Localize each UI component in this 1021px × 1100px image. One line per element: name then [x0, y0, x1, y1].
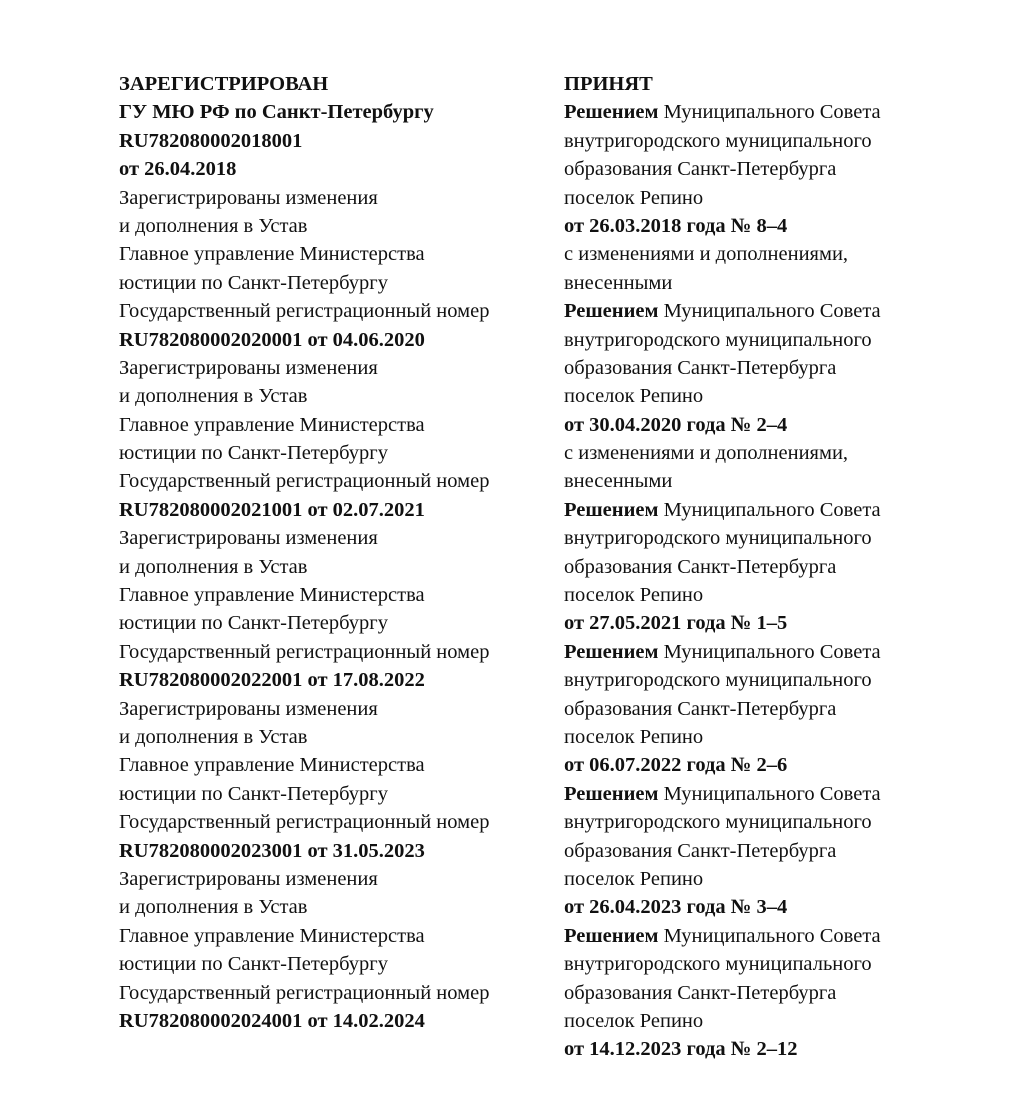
decision-keyword: Решением: [564, 640, 659, 663]
decision-date: от 26.03.2018 года № 8–4: [564, 214, 788, 237]
decision-line: внутригородского муниципального: [564, 328, 872, 351]
amendment-line: юстиции по Санкт-Петербургу: [119, 271, 388, 294]
adoption-heading: ПРИНЯТ: [564, 73, 653, 95]
decision-body: Муниципального Совета: [658, 101, 881, 124]
amendment-line: Государственный регистрационный номер: [119, 300, 490, 323]
decision-keyword: Решением: [564, 498, 659, 521]
decision-line: образования Санкт-Петербурга: [564, 356, 837, 379]
amendment-line: Государственный регистрационный номер: [119, 470, 490, 493]
amendment-line: юстиции по Санкт-Петербургу: [119, 612, 388, 635]
decision-note: внесенными: [564, 470, 673, 493]
amendment-registration-number: RU782080002021001 от 02.07.2021: [119, 498, 425, 521]
decision-line: [564, 297, 984, 325]
amendment-registration-number: RU782080002024001 от 14.02.2024: [119, 1009, 425, 1032]
amendment-block: [119, 695, 549, 865]
amendment-block: [119, 865, 549, 1035]
decision-keyword: Решением: [564, 782, 659, 805]
adoption-column: [564, 70, 984, 1064]
amendment-line: Главное управление Министерства: [119, 413, 425, 436]
amendment-line: Государственный регистрационный номер: [119, 640, 490, 663]
decision-block: [564, 98, 984, 297]
amendment-line: Зарегистрированы изменения: [119, 867, 378, 890]
decision-note: с изменениями и дополнениями,: [564, 243, 849, 266]
decision-body: Муниципального Совета: [658, 924, 881, 947]
decision-line: [564, 922, 984, 950]
amendment-line: Государственный регистрационный номер: [119, 811, 490, 834]
amendment-block: [119, 184, 549, 354]
decision-line: поселок Репино: [564, 725, 704, 748]
amendment-line: юстиции по Санкт-Петербургу: [119, 953, 388, 976]
decision-line: внутригородского муниципального: [564, 811, 872, 834]
decision-date: от 14.12.2023 года № 2–12: [564, 1038, 798, 1061]
registration-column: [119, 70, 549, 1035]
decision-keyword: Решением: [564, 101, 659, 124]
decision-line: поселок Репино: [564, 584, 704, 607]
amendment-line: юстиции по Санкт-Петербургу: [119, 442, 388, 465]
decision-line: образования Санкт-Петербурга: [564, 158, 837, 181]
amendment-registration-number: RU782080002023001 от 31.05.2023: [119, 839, 425, 862]
amendment-line: и дополнения в Устав: [119, 385, 308, 408]
decision-line: [564, 98, 984, 126]
decision-body: Муниципального Совета: [658, 782, 881, 805]
amendment-line: Зарегистрированы изменения: [119, 527, 378, 550]
decision-date: от 06.07.2022 года № 2–6: [564, 754, 788, 777]
amendment-line: и дополнения в Устав: [119, 896, 308, 919]
decision-line: внутригородского муниципального: [564, 527, 872, 550]
decision-block: [564, 780, 984, 922]
decision-line: поселок Репино: [564, 867, 704, 890]
decision-line: [564, 638, 984, 666]
decision-date: от 26.04.2023 года № 3–4: [564, 896, 788, 919]
decision-body: Муниципального Совета: [658, 640, 881, 663]
amendment-line: и дополнения в Устав: [119, 725, 308, 748]
decision-block: [564, 297, 984, 496]
amendment-registration-number: RU782080002022001 от 17.08.2022: [119, 669, 425, 692]
initial-registration-date: от 26.04.2018: [119, 158, 237, 181]
amendment-line: Государственный регистрационный номер: [119, 981, 490, 1004]
amendment-line: Главное управление Министерства: [119, 243, 425, 266]
decision-date: от 30.04.2020 года № 2–4: [564, 413, 788, 436]
amendment-block: [119, 524, 549, 694]
amendment-block: [119, 354, 549, 524]
decision-note: внесенными: [564, 271, 673, 294]
decision-line: поселок Репино: [564, 385, 704, 408]
registration-authority: ГУ МЮ РФ по Санкт-Петербургу: [119, 101, 434, 124]
decision-line: внутригородского муниципального: [564, 669, 872, 692]
amendment-line: Главное управление Министерства: [119, 754, 425, 777]
decision-line: образования Санкт-Петербурга: [564, 839, 837, 862]
decision-body: Муниципального Совета: [658, 300, 881, 323]
decision-date: от 27.05.2021 года № 1–5: [564, 612, 788, 635]
decision-note: с изменениями и дополнениями,: [564, 442, 849, 465]
decision-block: [564, 496, 984, 638]
decision-line: внутригородского муниципального: [564, 129, 872, 152]
decision-keyword: Решением: [564, 300, 659, 323]
decision-line: [564, 780, 984, 808]
amendment-line: и дополнения в Устав: [119, 214, 308, 237]
amendment-line: Зарегистрированы изменения: [119, 697, 378, 720]
amendment-registration-number: RU782080002020001 от 04.06.2020: [119, 328, 425, 351]
decision-line: поселок Репино: [564, 186, 704, 209]
decision-line: образования Санкт-Петербурга: [564, 697, 837, 720]
amendment-line: Главное управление Министерства: [119, 924, 425, 947]
amendment-line: Зарегистрированы изменения: [119, 186, 378, 209]
amendment-line: Зарегистрированы изменения: [119, 356, 378, 379]
decision-block: [564, 638, 984, 780]
amendment-line: и дополнения в Устав: [119, 555, 308, 578]
initial-registration-number: RU782080002018001: [119, 129, 303, 152]
decision-line: внутригородского муниципального: [564, 953, 872, 976]
decision-line: поселок Репино: [564, 1009, 704, 1032]
amendment-line: Главное управление Министерства: [119, 584, 425, 607]
amendment-line: юстиции по Санкт-Петербургу: [119, 782, 388, 805]
decision-block: [564, 922, 984, 1064]
decision-line: [564, 496, 984, 524]
decision-line: образования Санкт-Петербурга: [564, 555, 837, 578]
decision-keyword: Решением: [564, 924, 659, 947]
registration-heading: ЗАРЕГИСТРИРОВАН: [119, 73, 329, 95]
decision-body: Муниципального Совета: [658, 498, 881, 521]
decision-line: образования Санкт-Петербурга: [564, 981, 837, 1004]
